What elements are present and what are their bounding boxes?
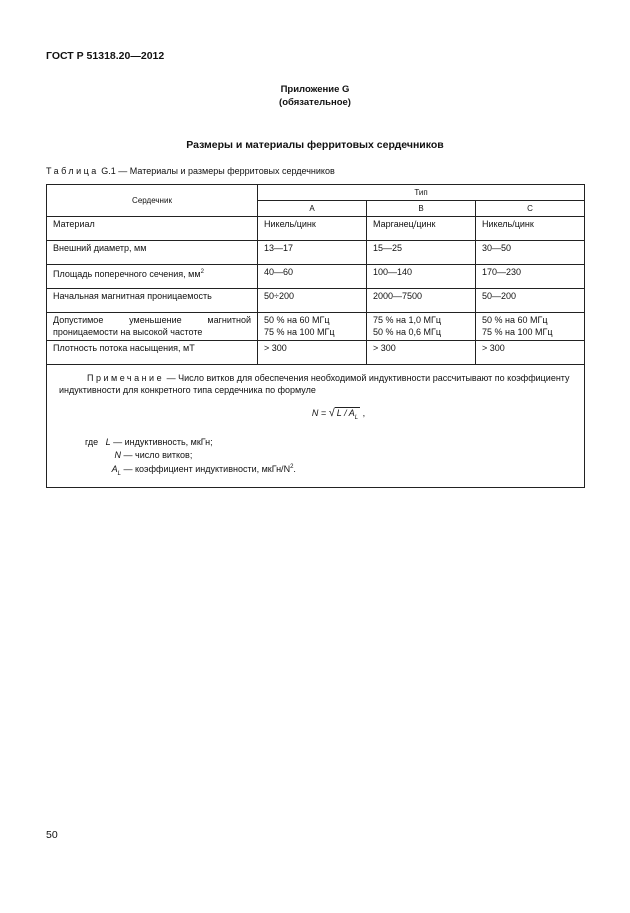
row-label: Внешний диаметр, мм — [47, 241, 258, 265]
page-number: 50 — [46, 829, 58, 841]
cell: Никель/цинк — [258, 217, 367, 241]
cell: 50÷200 — [258, 289, 367, 313]
table-row — [47, 241, 585, 265]
table-row — [47, 313, 585, 341]
cell: > 300 — [367, 341, 476, 365]
document-id: ГОСТ Р 51318.20—2012 — [46, 50, 165, 62]
cell: 30—50 — [476, 241, 585, 265]
cell: 100—140 — [367, 265, 476, 289]
cell: > 300 — [258, 341, 367, 365]
cell: 50 % на 60 МГц 75 % на 100 МГц — [476, 313, 585, 341]
cell: 15—25 — [367, 241, 476, 265]
note-text: Примечание — Число витков для обеспечения необходимой индуктивности рассчитывают по коэффициенту индуктивности для конкретного типа сердечника по формуле — [59, 373, 570, 395]
header-col-c: C — [476, 201, 585, 217]
cell: 50—200 — [476, 289, 585, 313]
materials-table — [46, 184, 585, 488]
formula-legend: где L — индуктивность, мкГн; N — число витков; $A_L$ — коэффициент индуктивности, мкГн/$N^2$. — [85, 437, 296, 478]
table-caption-text: G.1 — Материалы и размеры ферритовых сердечников — [98, 166, 335, 176]
header-type: Тип — [258, 185, 585, 201]
annex-heading — [0, 83, 630, 109]
header-core: Сердечник — [47, 185, 258, 217]
row-label: Материал — [47, 217, 258, 241]
section-title: Размеры и материалы ферритовых сердечников — [186, 139, 444, 151]
annex-title: Приложение G — [280, 84, 350, 95]
cell: Марганец/цинк — [367, 217, 476, 241]
cell: 2000—7500 — [367, 289, 476, 313]
cell: Никель/цинк — [476, 217, 585, 241]
table-row — [47, 217, 585, 241]
table-row — [47, 341, 585, 365]
note-row — [47, 365, 585, 488]
row-label: Плотность потока насыщения, мТ — [47, 341, 258, 365]
header-col-a: A — [258, 201, 367, 217]
header-col-b: B — [367, 201, 476, 217]
row-label: Допустимое уменьшение магнитной проницаемости на высокой частоте — [47, 313, 258, 341]
cell: 50 % на 60 МГц 75 % на 100 МГц — [258, 313, 367, 341]
table-row — [47, 289, 585, 313]
row-label: Площадь поперечного сечения, $мм^2$ — [47, 265, 258, 289]
formula: N = √ L / $A_L$ , — [99, 407, 578, 424]
table-note — [47, 365, 585, 488]
cell: 170—230 — [476, 265, 585, 289]
table-caption — [46, 166, 335, 176]
cell: 13—17 — [258, 241, 367, 265]
cell: 75 % на 1,0 МГц 50 % на 0,6 МГц — [367, 313, 476, 341]
annex-type: (обязательное) — [279, 97, 351, 108]
table-row — [47, 265, 585, 289]
cell: > 300 — [476, 341, 585, 365]
cell: 40—60 — [258, 265, 367, 289]
row-label: Начальная магнитная проницаемость — [47, 289, 258, 313]
table-caption-prefix: Таблица — [46, 166, 99, 176]
